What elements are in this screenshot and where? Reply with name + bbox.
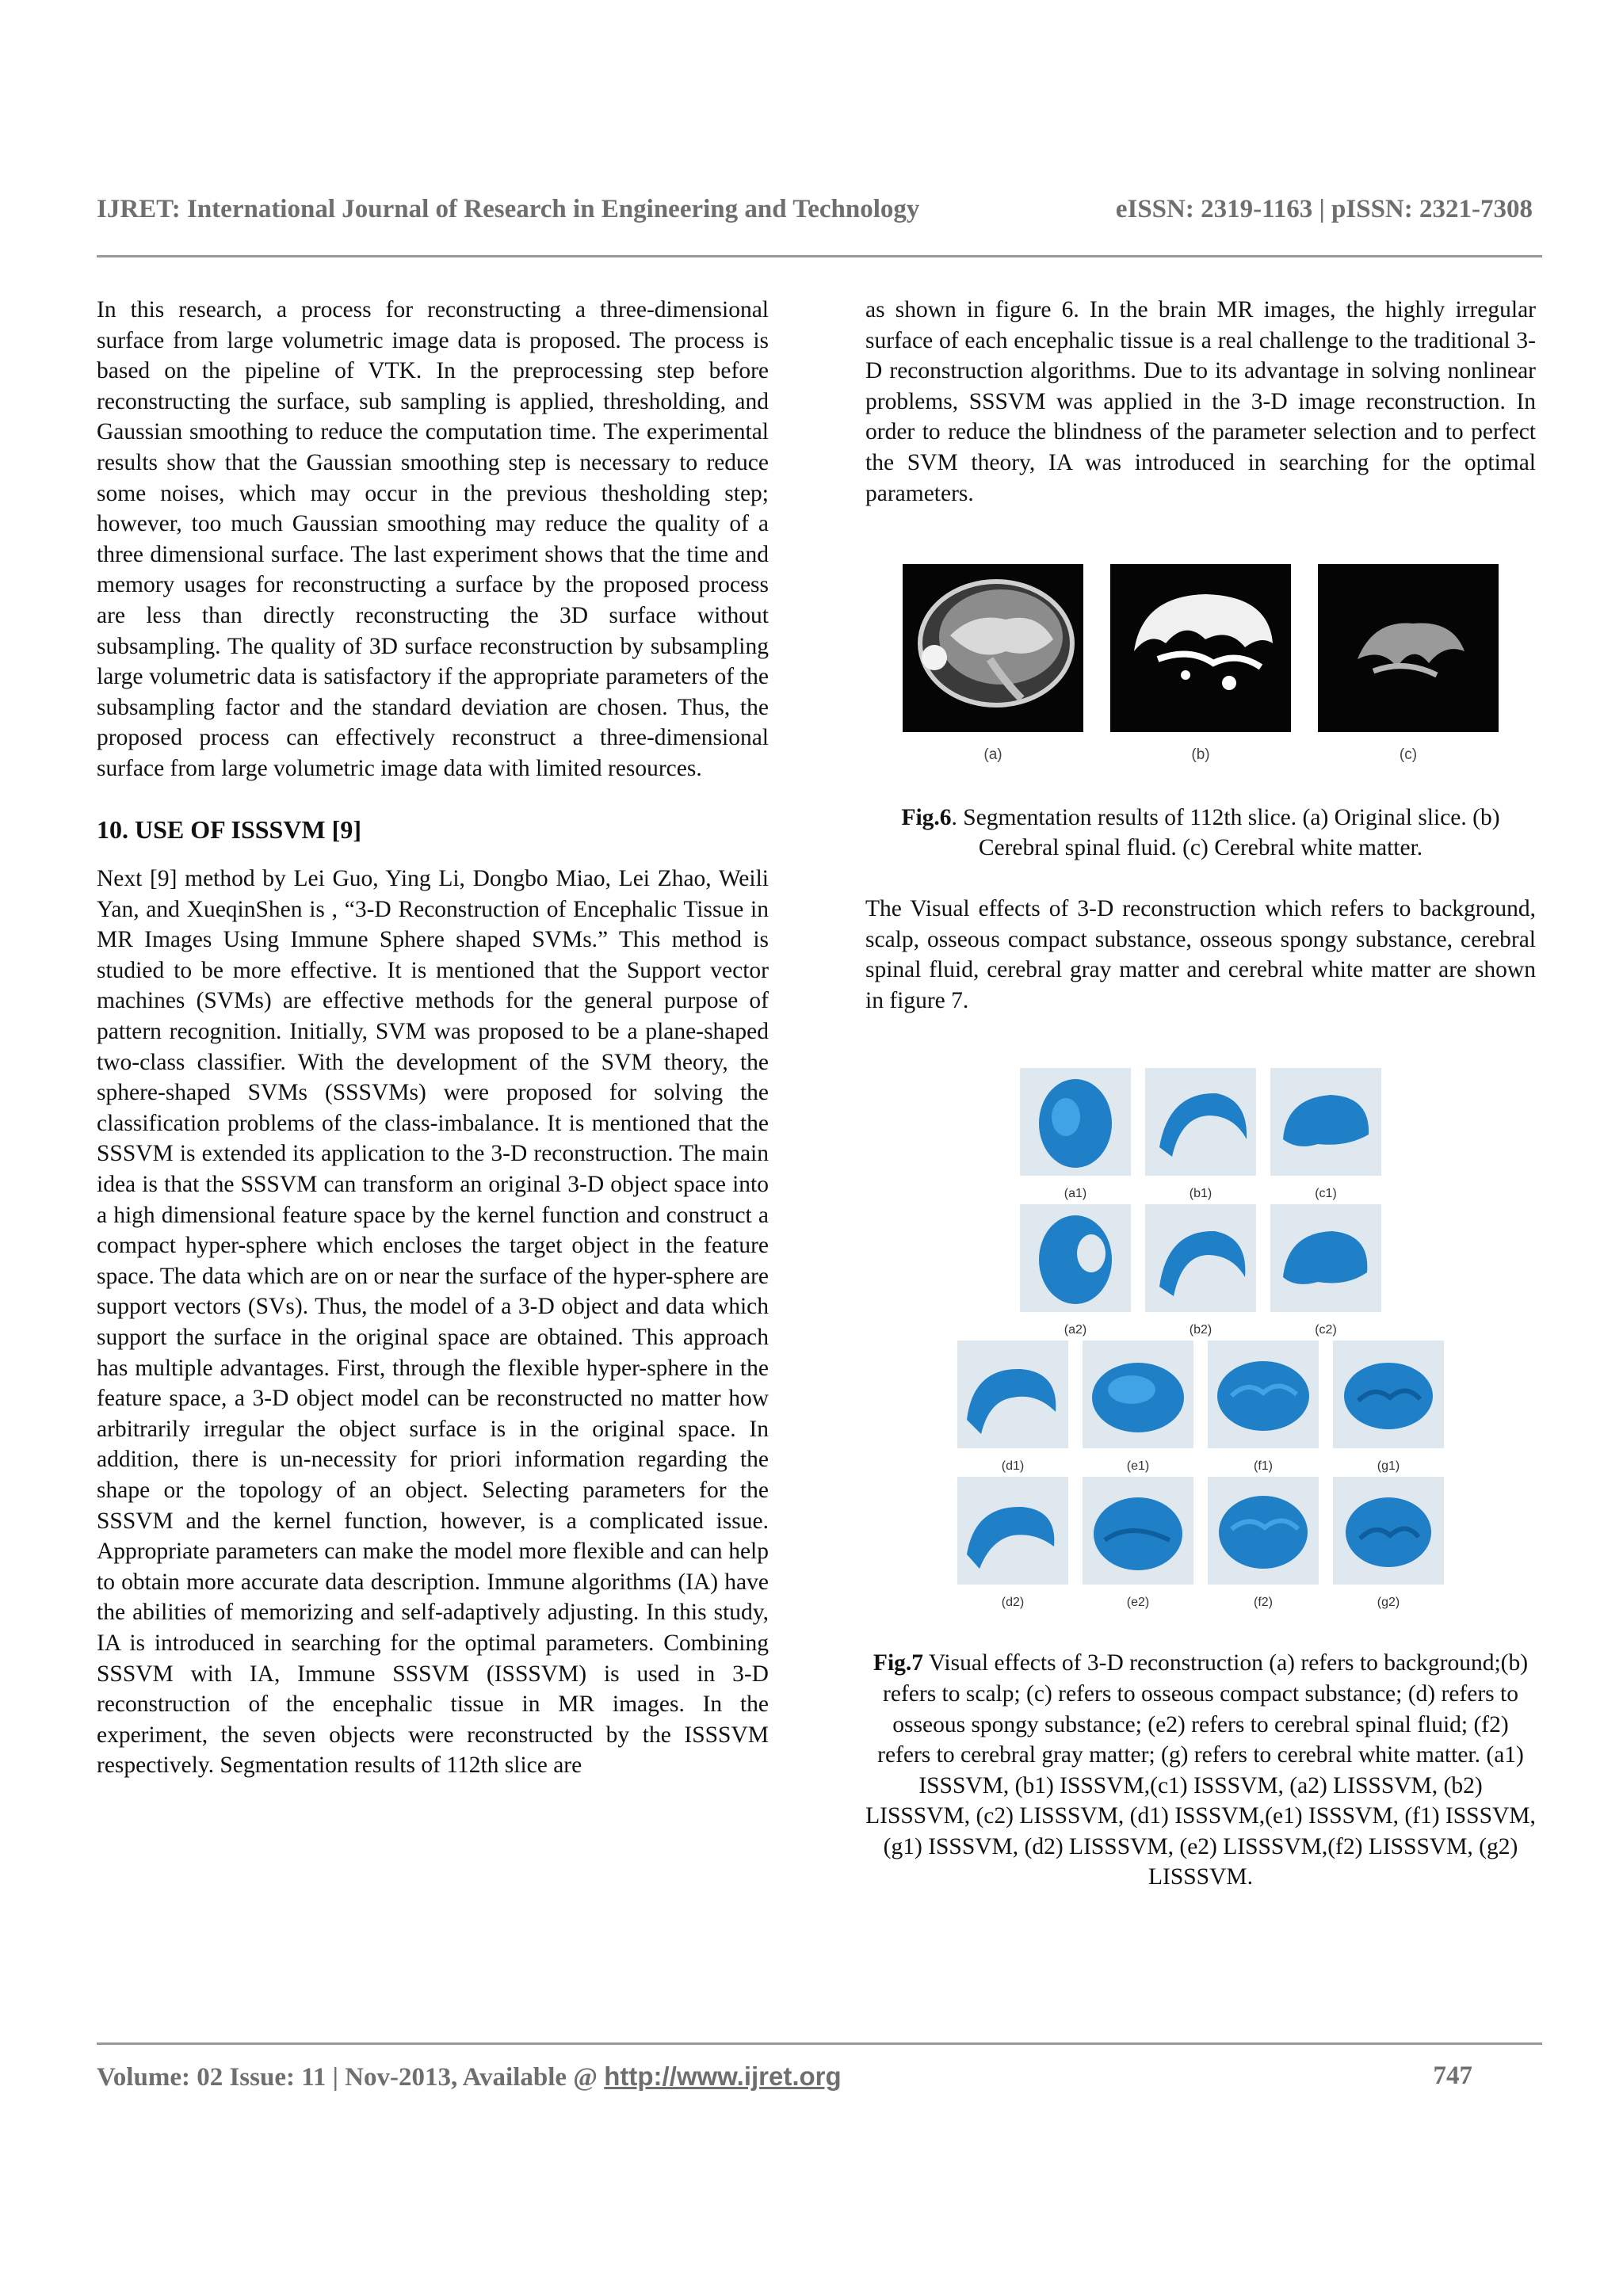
compact-bone-model-image	[1270, 1204, 1381, 1312]
fig7-label: (c2)	[1315, 1323, 1337, 1337]
journal-title: IJRET: International Journal of Research in Engineering and Technology	[97, 195, 920, 223]
fig7-cell	[1270, 1068, 1381, 1201]
mri-original-slice-image	[903, 564, 1083, 732]
fig7-label: (f2)	[1254, 1596, 1273, 1610]
fig6-label-c: (c)	[1399, 746, 1418, 764]
white-matter-model-image	[1333, 1341, 1444, 1448]
fig6-panel-b	[1110, 564, 1291, 771]
fig7-cell	[1270, 1204, 1381, 1337]
fig7-label: (g2)	[1377, 1596, 1400, 1610]
header-divider	[97, 255, 1542, 257]
compact-bone-model-image	[1270, 1068, 1381, 1176]
left-column	[97, 295, 769, 1781]
fig7-cell	[1145, 1204, 1256, 1337]
fig7-caption-text: Visual effects of 3-D reconstruction (a) refers to background;(b) refers to scalp; (c) refers to osseous compact substance; (d) refers to osseous spongy substance; (e2) refers to cerebral spinal fluid; (f2) refers to cerebral gray matter; (g) refers to cerebral white matter. (a1) ISSSVM, (b1) ISSSVM,(c1) ISSSVM, (a2) LISSSVM, (b2) LISSSVM, (c2) LISSSVM, (d1) ISSSVM,(e1) ISSSVM, (f1) ISSSVM, (g1) ISSSVM, (d2) LISSSVM, (e2) LISSSVM,(f2) LISSSVM, (g2) LISSSVM.	[865, 1650, 1536, 1890]
fig7-cell	[1020, 1068, 1131, 1201]
fig7-label: (a1)	[1064, 1187, 1087, 1201]
csf-model-image	[1083, 1477, 1193, 1585]
fig7-row-4	[947, 1477, 1454, 1610]
scalp-model-image	[1145, 1204, 1256, 1312]
fig7-cell	[1083, 1477, 1193, 1610]
page-footer	[97, 2061, 1472, 2092]
fig7-caption-label: Fig.7	[873, 1650, 924, 1676]
fig7-row-2	[947, 1204, 1454, 1337]
fig7-row-1	[947, 1068, 1454, 1201]
fig6-caption-text: . Segmentation results of 112th slice. (a) Original slice. (b) Cerebral spinal fluid. (c) Cerebral white matter.	[951, 804, 1500, 861]
fig6-caption	[865, 803, 1536, 864]
fig7-cell	[957, 1341, 1068, 1474]
fig6-label-a: (a)	[983, 746, 1002, 764]
csf-model-image	[1083, 1341, 1193, 1448]
footer-volume-text: Volume: 02 Issue: 11 | Nov-2013, Available @	[97, 2063, 605, 2092]
fig7-label: (d2)	[1001, 1596, 1025, 1610]
gray-matter-model-image	[1208, 1341, 1319, 1448]
fig7-row-3	[947, 1341, 1454, 1474]
fig6-caption-label: Fig.6	[901, 804, 952, 830]
spongy-bone-model-image	[957, 1477, 1068, 1585]
head-model-image	[1020, 1204, 1131, 1312]
footer-volume	[97, 2061, 842, 2092]
fig7-cell	[1208, 1341, 1319, 1474]
gray-matter-model-image	[1208, 1477, 1319, 1585]
fig6-label-b: (b)	[1191, 746, 1210, 764]
mri-csf-image	[1110, 564, 1291, 732]
fig7-cell	[1208, 1477, 1319, 1610]
figure-7	[947, 1068, 1454, 1610]
fig6-panel-a	[903, 564, 1083, 771]
footer-divider	[97, 2042, 1542, 2045]
paragraph-conclusion: In this research, a process for reconstructing a three-dimensional surface from large volumetric image data is proposed. The process is based on the pipeline of VTK. In the preprocessing step before reconstructing the surface, sub sampling is applied, thresholding, and Gaussian smoothing to reduce the computation time. The experimental results show that the Gaussian smoothing step is necessary to reduce some noises, which may occur in the previous thesholding step; however, too much Gaussian smoothing may reduce the quality of a three dimensional surface. The last experiment shows that the time and memory usages for reconstructing a surface by the proposed process are less than directly reconstructing the 3D surface without subsampling. The quality of 3D surface reconstruction by subsampling large volumetric data is satisfactory if the appropriate parameters of the subsampling factor and the standard deviation are chosen. Thus, the proposed process can effectively reconstruct a three-dimensional surface from large volumetric image data with limited resources.	[97, 297, 769, 781]
paragraph-continued: as shown in figure 6. In the brain MR images, the highly irregular surface of each encephalic tissue is a real challenge to the traditional 3-D reconstruction algorithms. Due to its advantage in solving nonlinear problems, SSSVM was applied in the 3-D image reconstruction. In order to reduce the blindness of the parameter selection and to perfect the SVM theory, IA was introduced in searching for the optimal parameters.	[865, 297, 1536, 506]
fig7-cell	[1333, 1341, 1444, 1474]
paragraph-isssvm: Next [9] method by Lei Guo, Ying Li, Dongbo Miao, Lei Zhao, Weili Yan, and XueqinShen is , “3-D Reconstruction of Encephalic Tissue in MR Images Using Immune Sphere shaped SVMs.” This method is studied to be more effective. It is mentioned that the Support vector machines (SVMs) are effective methods for the general purpose of pattern recognition. Initially, SVM was proposed to be a plane-shaped two-class classifier. With the development of the SVM theory, the sphere-shaped SVMs (SSSVMs) were proposed for solving the classification problems of the class-imbalance. It is mentioned that the SSSVM is extended its application to the 3-D reconstruction. The main idea is that the SSSVM can transform an original 3-D object space into a high dimensional feature space by the kernel function and construct a compact hyper-sphere which encloses the target object in the feature space. The data which are on or near the surface of the hyper-sphere are support vectors (SVs). Thus, the model of a 3-D object and data which support the surface in the original space are obtained. This approach has multiple advantages. First, through the flexible hyper-sphere in the feature space, a 3-D object model can be reconstructed no matter how arbitrarily irregular the object surface is in the original space. In addition, there is un-necessity for priori information regarding the shape or the topology of an object. Selecting parameters for the SSSVM and the kernel function, however, is a complicated issue. Appropriate parameters can make the model more flexible and can help to obtain more accurate data description. Immune algorithms (IA) have the abilities of memorizing and self-adaptively adjusting. In this study, IA is introduced in searching for the optimal parameters. Combining SSSVM with IA, Immune SSSVM (ISSSVM) is used in 3-D reconstruction of the encephalic tissue in MR images. In the experiment, the seven objects were reconstructed by the ISSSVM respectively. Segmentation results of 112th slice are	[97, 866, 769, 1779]
fig7-label: (b2)	[1189, 1323, 1212, 1337]
journal-url-link[interactable]: http://www.ijret.org	[604, 2061, 842, 2091]
fig7-label: (b1)	[1189, 1187, 1212, 1201]
fig7-cell	[957, 1477, 1068, 1610]
fig7-label: (c1)	[1315, 1187, 1337, 1201]
paragraph-visual-effects: The Visual effects of 3-D reconstruction which refers to background, scalp, osseous compact substance, osseous spongy substance, cerebral spinal fluid, cerebral gray matter and cerebral white matter are shown in figure 7.	[865, 895, 1536, 1013]
page-header	[97, 195, 1533, 224]
fig7-cell	[1020, 1204, 1131, 1337]
issn: eISSN: 2319-1163 | pISSN: 2321-7308	[1115, 195, 1533, 223]
fig7-caption	[865, 1648, 1536, 1893]
head-model-image	[1020, 1068, 1131, 1176]
fig7-cell	[1083, 1341, 1193, 1474]
fig7-label: (g1)	[1377, 1459, 1400, 1474]
fig7-cell	[1145, 1068, 1256, 1201]
page-number: 747	[1433, 2061, 1472, 2090]
section-heading: 10. USE OF ISSSVM [9]	[97, 814, 361, 844]
mri-white-matter-image	[1318, 564, 1499, 732]
spongy-bone-model-image	[957, 1341, 1068, 1448]
white-matter-model-image	[1333, 1477, 1444, 1585]
fig7-label: (f1)	[1254, 1459, 1273, 1474]
figure-6	[903, 564, 1499, 771]
fig7-label: (e2)	[1126, 1596, 1150, 1610]
right-column	[865, 295, 1536, 1893]
fig7-cell	[1333, 1477, 1444, 1610]
fig7-label: (e1)	[1126, 1459, 1150, 1474]
scalp-model-image	[1145, 1068, 1256, 1176]
fig6-panel-c	[1318, 564, 1499, 771]
fig7-label: (a2)	[1064, 1323, 1087, 1337]
fig7-label: (d1)	[1001, 1459, 1025, 1474]
